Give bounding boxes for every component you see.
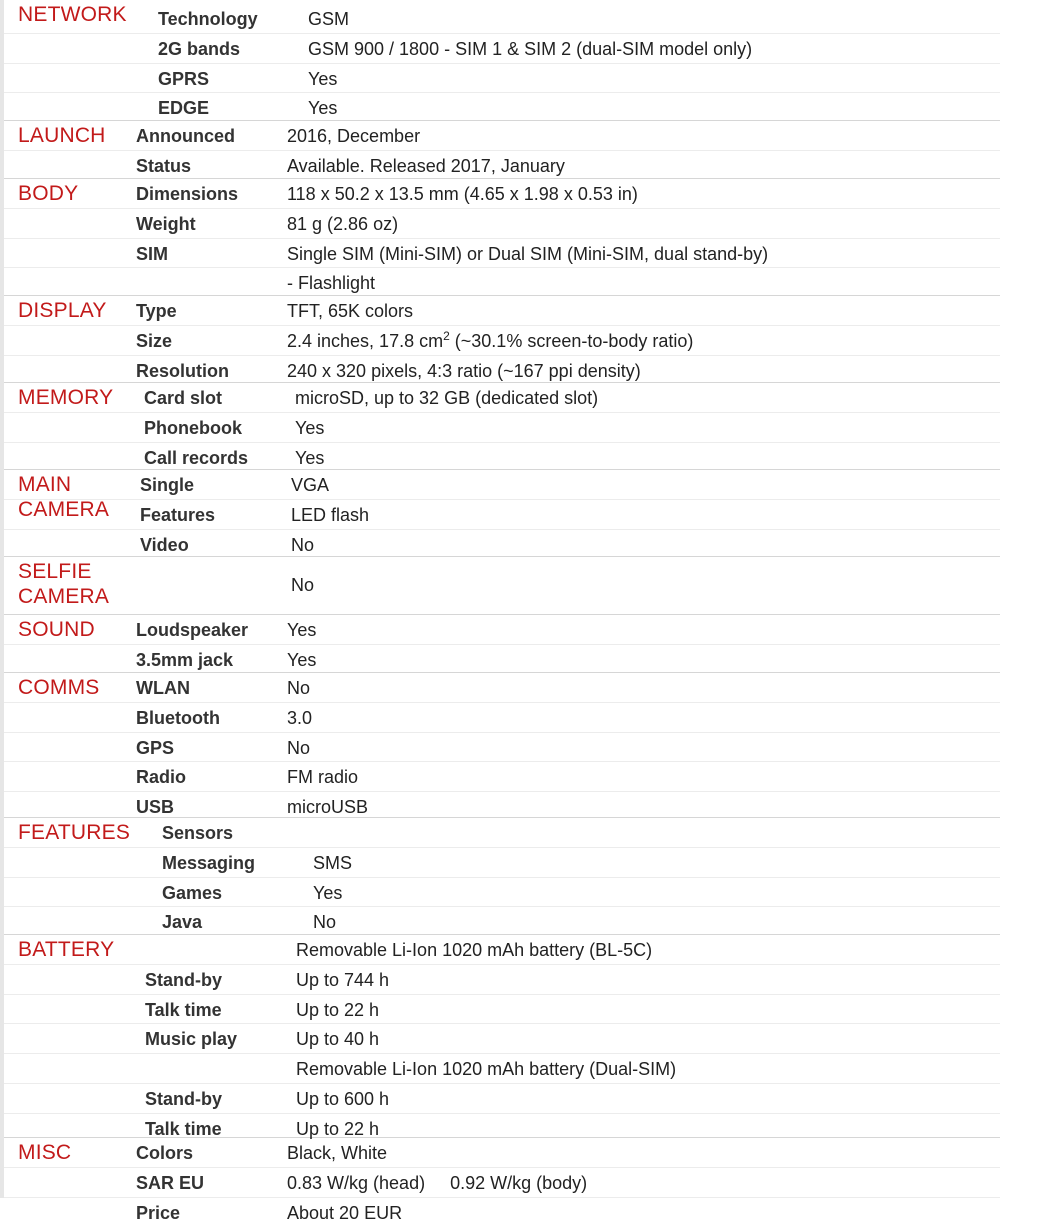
section-selfie-camera: [4, 557, 1000, 615]
spec-label: 3.5mm jack: [136, 649, 234, 670]
spec-row: [4, 645, 1000, 674]
spec-value: microUSB: [287, 797, 369, 818]
spec-row: [4, 1024, 1000, 1054]
size-value-superscript: 2: [443, 328, 450, 343]
spec-row: [4, 530, 1000, 559]
spec-value: Black, White: [287, 1143, 388, 1163]
section-title: SELFIE CAMERA: [18, 560, 110, 608]
spec-row: [4, 443, 1000, 472]
spec-value: Available. Released 2017, January: [287, 155, 565, 176]
spec-value: 2016, December: [287, 126, 421, 146]
spec-row: [4, 151, 1000, 180]
spec-label: Sensors: [162, 823, 234, 843]
spec-value: TFT, 65K colors: [287, 301, 414, 321]
spec-label: EDGE: [158, 98, 210, 119]
spec-label: Single: [140, 475, 195, 495]
section-title: MISC: [18, 1141, 72, 1164]
spec-row: [4, 1084, 1000, 1114]
spec-label: Features: [140, 504, 216, 525]
spec-value: 0.83 W/kg (head) 0.92 W/kg (body): [287, 1172, 588, 1193]
spec-row: [4, 1168, 1000, 1198]
spec-label: Dimensions: [136, 184, 239, 204]
section-title: BODY: [18, 182, 79, 205]
section-title: DISPLAY: [18, 299, 107, 322]
spec-row: [4, 762, 1000, 792]
spec-row: [4, 356, 1000, 385]
spec-value: Up to 22 h: [296, 1118, 380, 1139]
section-misc: [4, 1138, 1000, 1223]
spec-value: Yes: [308, 68, 338, 89]
spec-row: [4, 413, 1000, 443]
spec-value: About 20 EUR: [287, 1202, 403, 1223]
section-title: COMMS: [18, 676, 100, 699]
spec-row: [4, 4, 1000, 34]
spec-row: [4, 268, 1000, 297]
spec-label: Price: [136, 1202, 181, 1223]
spec-value: Removable Li-Ion 1020 mAh battery (Dual-SIM): [296, 1059, 677, 1080]
spec-label: Resolution: [136, 360, 229, 381]
section-main-camera: [4, 470, 1000, 557]
spec-value: Yes: [313, 882, 343, 903]
section-title: MEMORY: [18, 386, 114, 409]
spec-row: [4, 64, 1000, 94]
spec-value: 118 x 50.2 x 13.5 mm (4.65 x 1.98 x 0.53 in): [287, 184, 638, 204]
spec-value: Up to 600 h: [296, 1088, 390, 1109]
spec-value: [287, 328, 694, 352]
spec-row: [4, 965, 1000, 995]
spec-value: 81 g (2.86 oz): [287, 213, 399, 234]
spec-row: [4, 673, 1000, 703]
spec-label: Colors: [136, 1143, 194, 1163]
spec-row: [4, 500, 1000, 530]
section-title: BATTERY: [18, 938, 115, 961]
spec-label: Talk time: [145, 1118, 222, 1139]
spec-value: GSM 900 / 1800 - SIM 1 & SIM 2 (dual-SIM model only): [308, 38, 753, 59]
spec-label: Music play: [145, 1029, 238, 1050]
spec-row: [4, 848, 1000, 878]
spec-value: Yes: [295, 447, 325, 468]
spec-value: GSM: [308, 9, 350, 29]
section-memory: [4, 383, 1000, 470]
spec-row: [4, 1138, 1000, 1168]
section-comms: [4, 673, 1000, 818]
spec-row: [4, 239, 1000, 269]
section-title: MAIN CAMERA: [18, 473, 110, 521]
spec-value: No: [287, 678, 311, 698]
spec-label: Stand-by: [145, 1088, 223, 1109]
spec-value: Yes: [287, 620, 317, 640]
section-battery: [4, 935, 1000, 1138]
spec-value: No: [287, 737, 311, 758]
spec-row: [4, 326, 1000, 356]
spec-row: [4, 34, 1000, 64]
spec-label: SAR EU: [136, 1172, 205, 1193]
section-title: SOUND: [18, 618, 95, 641]
spec-label: GPS: [136, 737, 175, 758]
spec-row: [4, 907, 1000, 936]
spec-value: Yes: [308, 98, 338, 119]
spec-label: Status: [136, 155, 192, 176]
spec-label: Java: [162, 912, 203, 933]
spec-value: Single SIM (Mini-SIM) or Dual SIM (Mini-SIM, dual stand-by): [287, 243, 769, 264]
section-body: [4, 179, 1000, 296]
spec-row: [4, 878, 1000, 908]
spec-label: WLAN: [136, 678, 190, 698]
spec-value: Up to 744 h: [296, 969, 390, 990]
spec-row: [4, 93, 1000, 122]
spec-label: SIM: [136, 243, 169, 264]
spec-label: Call records: [144, 447, 249, 468]
spec-label: Card slot: [144, 388, 223, 408]
size-value-ratio: (~30.1% screen-to-body ratio): [449, 330, 694, 351]
spec-row: [4, 1054, 1000, 1084]
spec-label: Phonebook: [144, 417, 242, 438]
spec-row: [4, 935, 1000, 965]
spec-value: No: [313, 912, 337, 933]
spec-label: Video: [140, 534, 189, 555]
spec-value: Up to 22 h: [296, 999, 380, 1020]
spec-label: Weight: [136, 213, 196, 234]
spec-label: Radio: [136, 767, 187, 788]
spec-row: [4, 1198, 1000, 1226]
spec-label: Bluetooth: [136, 707, 220, 728]
spec-value: 240 x 320 pixels, 4:3 ratio (~167 ppi density): [287, 360, 641, 381]
spec-value: microSD, up to 32 GB (dedicated slot): [295, 388, 599, 408]
spec-value: No: [291, 534, 315, 555]
spec-row: [4, 470, 1000, 500]
section-display: [4, 296, 1000, 383]
spec-row: [4, 179, 1000, 209]
spec-label: USB: [136, 797, 175, 818]
spec-value: Up to 40 h: [296, 1029, 380, 1050]
spec-label: Type: [136, 301, 177, 321]
spec-row: [4, 209, 1000, 239]
spec-label: GPRS: [158, 68, 210, 89]
section-launch: [4, 121, 1000, 179]
spec-label: 2G bands: [158, 38, 241, 59]
spec-value: Yes: [287, 649, 317, 670]
section-title: LAUNCH: [18, 124, 106, 147]
spec-value: LED flash: [291, 504, 370, 525]
section-features: [4, 818, 1000, 935]
spec-value: 3.0: [287, 707, 313, 728]
spec-value: Yes: [295, 417, 325, 438]
spec-label: Stand-by: [145, 969, 223, 990]
section-title: NETWORK: [18, 3, 127, 26]
spec-row: [4, 121, 1000, 151]
spec-value: FM radio: [287, 767, 359, 788]
size-value-main: 2.4 inches, 17.8 cm: [287, 330, 444, 351]
spec-row: [4, 383, 1000, 413]
spec-row: [4, 792, 1000, 821]
section-network: [4, 0, 1000, 121]
spec-row: [4, 818, 1000, 848]
spec-row: [4, 296, 1000, 326]
spec-label: Announced: [136, 126, 235, 146]
spec-label: Loudspeaker: [136, 620, 249, 640]
spec-label: Size: [136, 330, 173, 351]
section-sound: [4, 615, 1000, 673]
spec-row: [4, 995, 1000, 1025]
spec-label: Talk time: [145, 999, 222, 1020]
spec-label: Games: [162, 882, 223, 903]
spec-row: [4, 703, 1000, 733]
section-title: FEATURES: [18, 821, 131, 844]
spec-value: No: [291, 575, 315, 595]
spec-row: [4, 733, 1000, 763]
spec-value: SMS: [313, 852, 353, 873]
spec-value: Removable Li-Ion 1020 mAh battery (BL-5C): [296, 940, 653, 960]
spec-value: VGA: [291, 475, 330, 495]
spec-row: [4, 615, 1000, 645]
spec-value: - Flashlight: [287, 273, 376, 294]
spec-label: Technology: [158, 9, 258, 29]
spec-label: Messaging: [162, 852, 256, 873]
